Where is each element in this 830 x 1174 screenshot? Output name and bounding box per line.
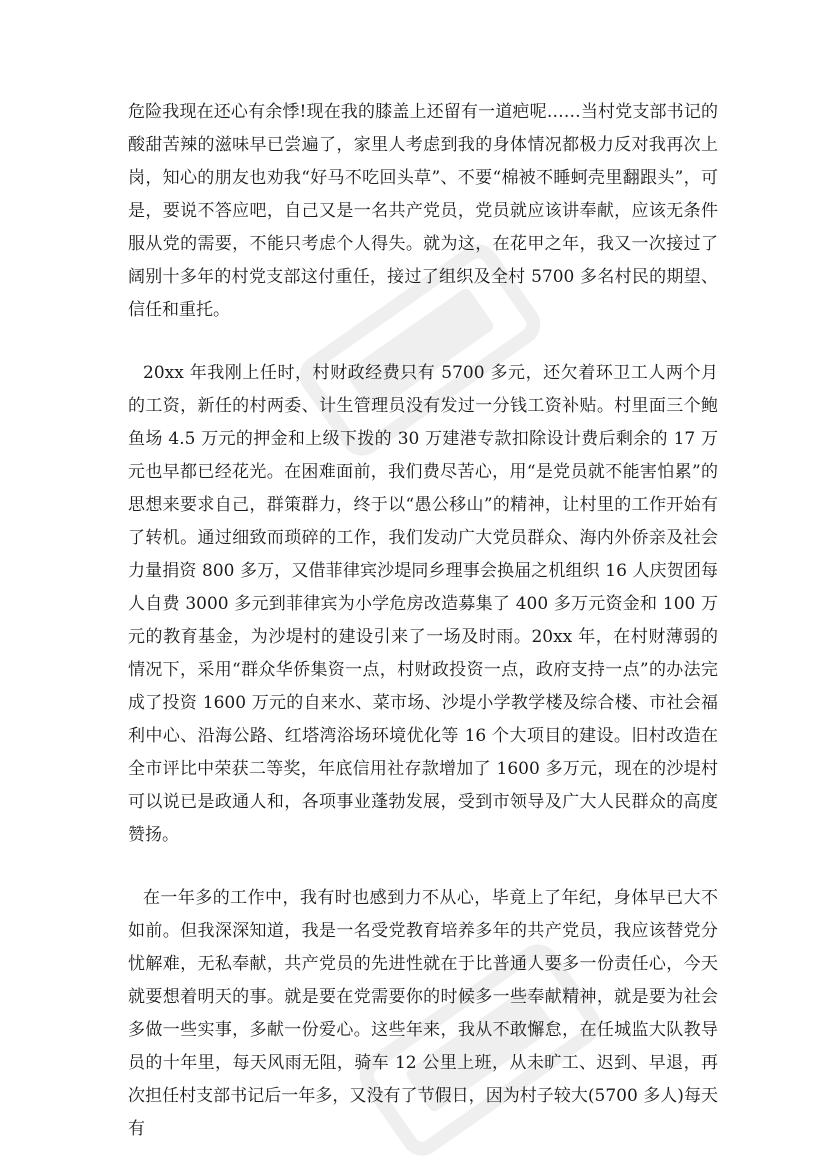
paragraph: 20xx 年我刚上任时，村财政经费只有 5700 多元，还欠着环卫工人两个月的工资，新任的村两委、计生管理员没有发过一分钱工资补贴。村里面三个鲍鱼场 4.5 万元的押金和上级下拨的 30 万建港专款扣除设计费后剩余的 17 万元也早都已经花光。在困难面前，我们费尽苦心，用“是党员就不能害怕累”的思想来要求自己，群策群力，终于以“愚公移山”的精神，让村里的工作开始有了转机。通过细致而琐碎的工作，我们发动广大党员群众、海内外侨亲及社会力量捐资 800 多万，又借菲律宾沙堤同乡理事会换届之机组织 16 人庆贺团每人自费 3000 多元到菲律宾为小学危房改造募集了 400 多万元资金和 100 万元的教育基金，为沙堤村的建设引来了一场及时雨。20xx 年，在村财薄弱的情况下，采用“群众华侨集资一点，村财政投资一点，政府支持一点”的办法完成了投资 1600 万元的自来水、菜市场、沙堤小学教学楼及综合楼、市社会福利中心、沿海公路、红塔湾浴场环境优化等 16 个大项目的建设。旧村改造在全市评比中荣获二等奖，年底信用社存款增加了 1600 多万元，现在的沙堤村可以说已是政通人和，各项事业蓬勃发展，受到市领导及广大人民群众的高度赞扬。 [128, 363, 718, 845]
paragraph: 在一年多的工作中，我有时也感到力不从心，毕竟上了年纪，身体早已大不如前。但我深深知道，我是一名受党教育培养多年的共产党员，我应该替党分忧解难，无私奉献，共产党员的先进性就在于比普通人要多一份责任心，今天就要想着明天的事。就是要在党需要你的时候多一些奉献精神，就是要为社会多做一些实事，多献一份爱心。这些年来，我从不敢懈怠，在任城监大队教导员的十年里，每天风雨无阻，骑车 12 公里上班，从未旷工、迟到、早退，再次担任村支部书记后一年多，又没有了节假日，因为村子较大(5700 多人)每天有 [128, 888, 718, 1139]
document-body [128, 96, 718, 1174]
paragraph: 危险我现在还心有余悸!现在我的膝盖上还留有一道疤呢……当村党支部书记的酸甜苦辣的滋味早已尝遍了，家里人考虑到我的身体情况都极力反对我再次上岗，知心的朋友也劝我“好马不吃回头草”、不要“棉被不睡蚵壳里翻跟头”，可是，要说不答应吧，自己又是一名共产党员，党员就应该讲奉献，应该无条件服从党的需要，不能只考虑个人得失。就为这，在花甲之年，我又一次接过了阔别十多年的村党支部这付重任，接过了组织及全村 5700 多名村民的期望、信任和重托。 [128, 102, 718, 320]
